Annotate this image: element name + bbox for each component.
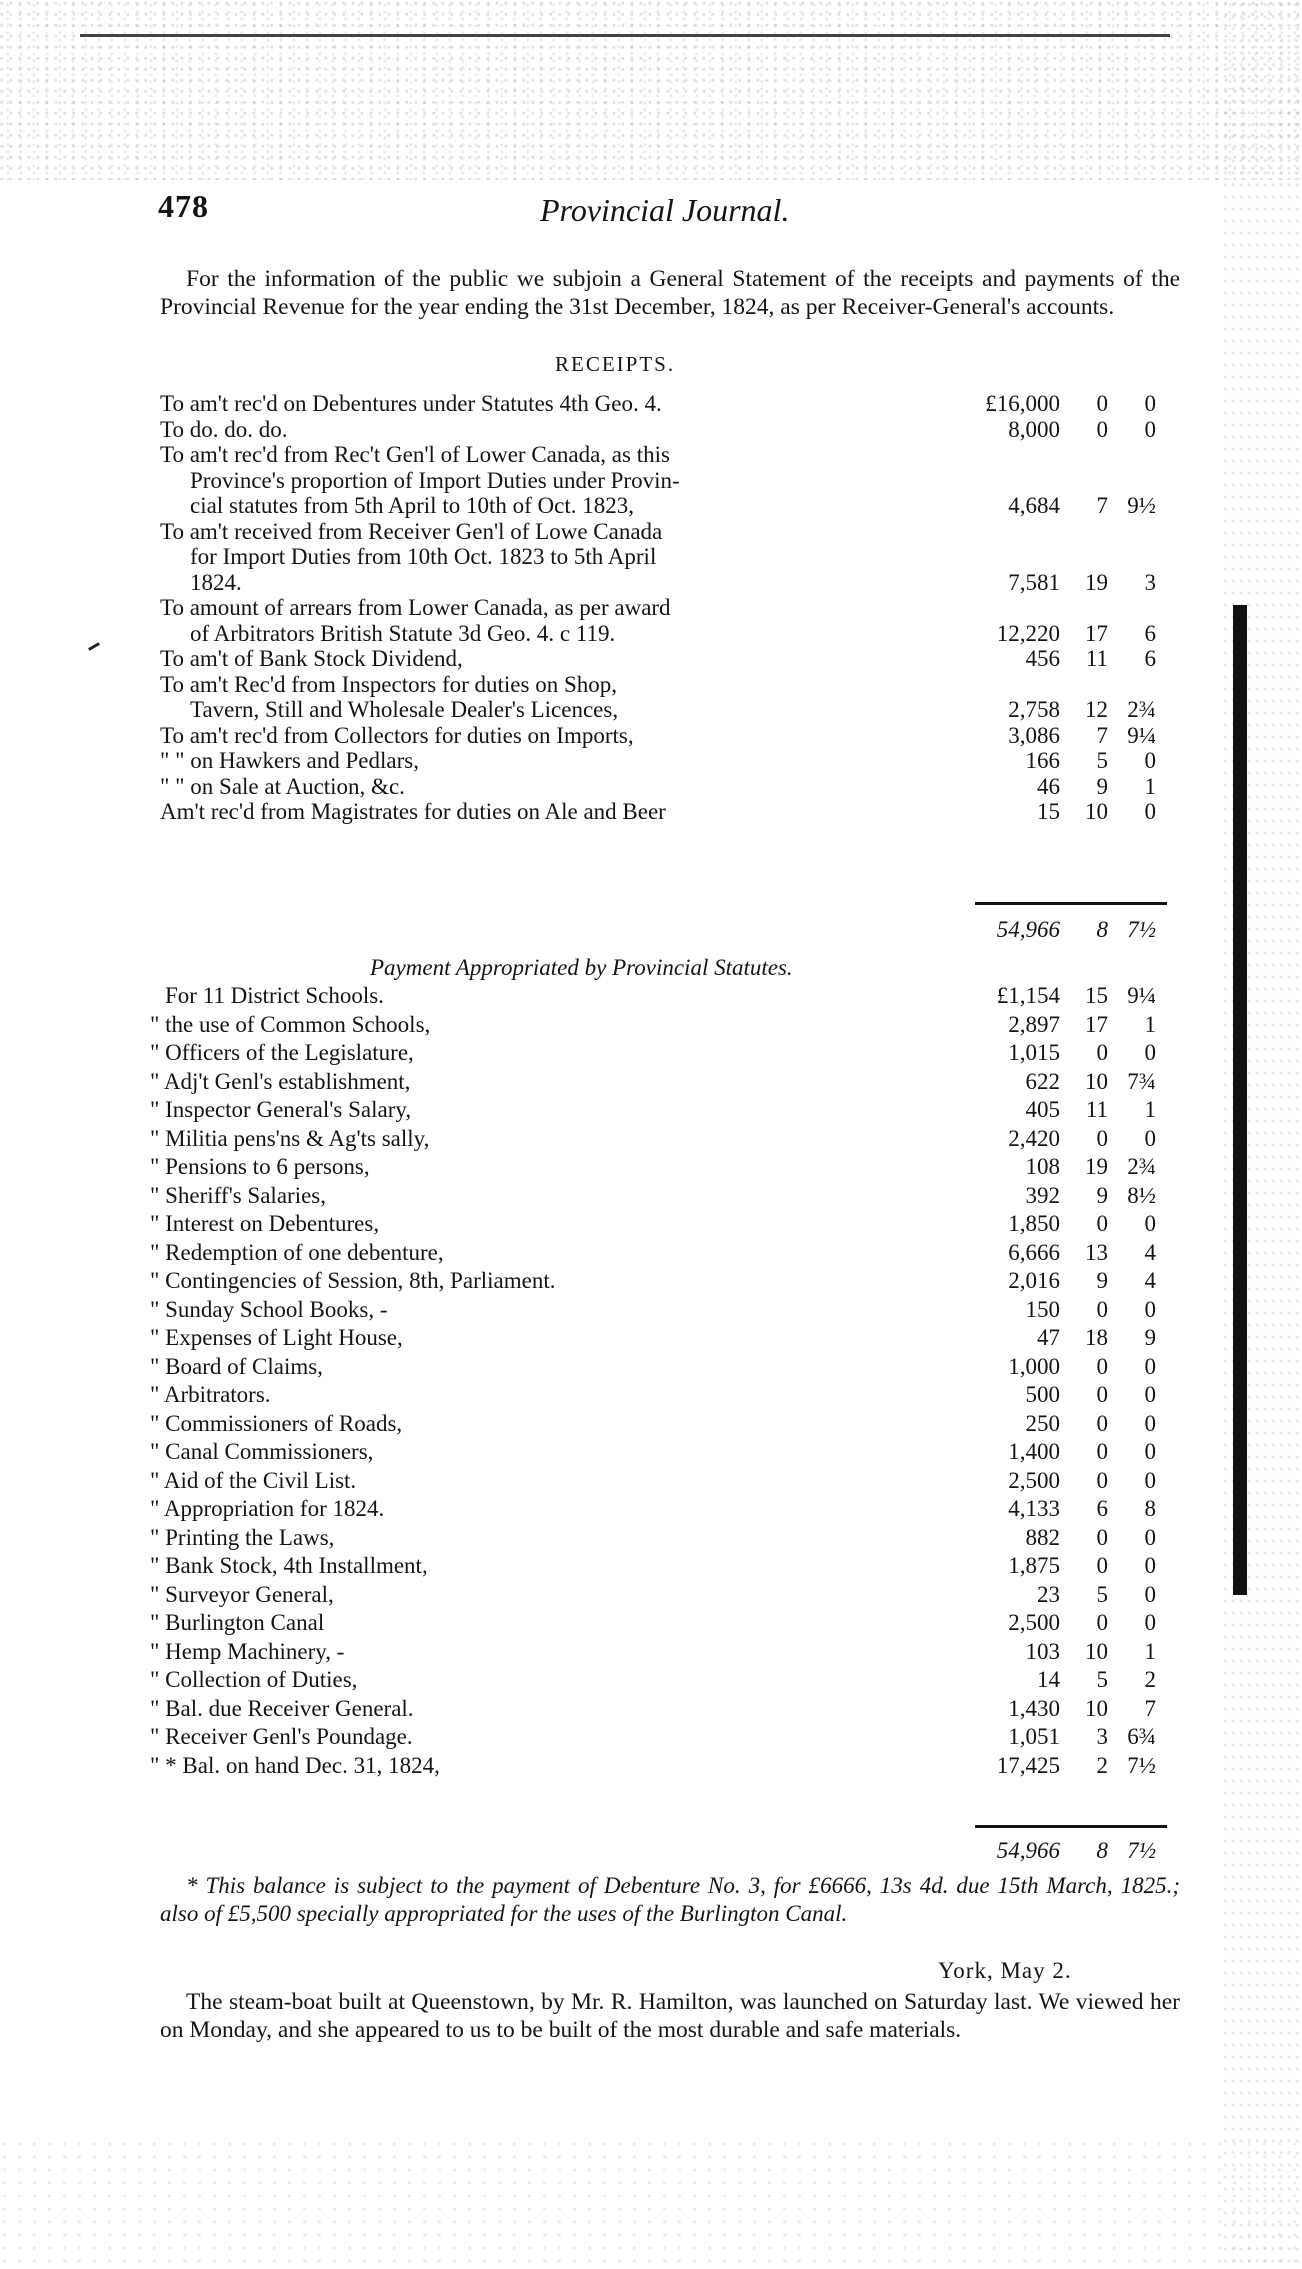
scan-noise-top <box>0 0 1302 180</box>
payment-description: " Adj't Genl's establishment, <box>150 1068 411 1094</box>
payment-pounds: 6,666 <box>1008 1239 1060 1265</box>
payment-line <box>0 1153 1302 1181</box>
payment-shillings: 0 <box>1096 1610 1108 1635</box>
receipt-shillings: 19 <box>1085 569 1108 595</box>
payment-line <box>0 1296 1302 1324</box>
payment-description: " Contingencies of Session, 8th, Parliament. <box>150 1268 556 1293</box>
payment-pounds: 4,133 <box>1008 1496 1060 1521</box>
payment-shillings: 0 <box>1096 1467 1108 1493</box>
payment-shillings: 0 <box>1096 1296 1108 1322</box>
receipt-pence: 9¼ <box>1127 722 1156 748</box>
payment-description: " Receiver Genl's Poundage. <box>150 1724 413 1749</box>
payment-pence: 0 <box>1144 1353 1156 1379</box>
payment-shillings: 17 <box>1085 1011 1108 1037</box>
payment-shillings: 0 <box>1096 1353 1108 1379</box>
receipt-pounds: 46 <box>1037 773 1060 799</box>
payment-pounds: 14 <box>1037 1667 1060 1692</box>
payment-pence: 7½ <box>1127 1752 1156 1778</box>
payment-line <box>0 1581 1302 1609</box>
receipt-pounds: 3,086 <box>1008 722 1060 748</box>
receipt-pence: 6 <box>1144 620 1156 646</box>
payment-pounds: 250 <box>1025 1410 1060 1436</box>
payment-pounds: 1,850 <box>1008 1211 1060 1236</box>
receipt-pounds: 2,758 <box>1008 697 1060 722</box>
payment-line <box>0 1011 1302 1039</box>
payment-line <box>0 1467 1302 1495</box>
payment-line <box>0 1438 1302 1466</box>
payment-pence: 0 <box>1144 1040 1156 1065</box>
receipt-line <box>0 492 1302 520</box>
footnote: * This balance is subject to the payment of Debenture No. 3, for £6666, 13s 4d. due 15th March, 1825.; also of £5,500 specially appropriated for the uses of the Burlington Canal. <box>160 1873 1180 1926</box>
payment-shillings: 6 <box>1096 1496 1108 1521</box>
news-paragraph: The steam-boat built at Queenstown, by Mr. R. Hamilton, was launched on Saturday last. We viewed her on Monday, and she appeared to us to be built of the most durable and safe materials. <box>160 1989 1180 2043</box>
payment-pence: 0 <box>1144 1467 1156 1493</box>
receipt-description: To am't of Bank Stock Dividend, <box>160 646 463 671</box>
payment-description: " Collection of Duties, <box>150 1667 358 1692</box>
scan-noise-bottom <box>0 2140 1302 2269</box>
receipt-pounds: 12,220 <box>996 620 1060 646</box>
payment-shillings: 18 <box>1085 1325 1108 1350</box>
receipt-shillings: 7 <box>1096 722 1108 748</box>
receipt-shillings: 17 <box>1085 620 1108 646</box>
payment-description: " Surveyor General, <box>150 1581 334 1607</box>
payment-pounds: 150 <box>1025 1296 1060 1322</box>
payment-pounds: 108 <box>1025 1154 1060 1179</box>
receipt-line <box>0 696 1302 724</box>
receipt-line <box>0 645 1302 673</box>
payment-pence: 4 <box>1144 1268 1156 1293</box>
payment-shillings: 0 <box>1096 1040 1108 1065</box>
receipt-line <box>0 671 1302 699</box>
payment-line <box>0 1267 1302 1295</box>
receipt-description: Province's proportion of Import Duties under Provin- <box>190 467 680 493</box>
receipt-pence: 0 <box>1144 748 1156 773</box>
receipts-total-rule <box>975 902 1167 905</box>
receipt-description: To am't rec'd from Rec't Gen'l of Lower Canada, as this <box>160 442 670 467</box>
payment-pounds: 1,015 <box>1008 1040 1060 1065</box>
payment-shillings: 9 <box>1096 1268 1108 1293</box>
payment-pounds: 1,000 <box>1008 1353 1060 1379</box>
payment-pounds: 405 <box>1025 1097 1060 1122</box>
payment-shillings: 0 <box>1096 1211 1108 1236</box>
receipt-description: To am't rec'd on Debentures under Statutes 4th Geo. 4. <box>160 391 662 416</box>
payment-description: " Bal. due Receiver General. <box>150 1695 414 1721</box>
receipt-description: To do. do. do. <box>160 416 288 442</box>
receipt-line <box>0 467 1302 495</box>
payment-description: " Officers of the Legislature, <box>150 1040 414 1065</box>
receipt-description: To am't received from Receiver Gen'l of Lowe Canada <box>160 518 663 544</box>
payment-shillings: 0 <box>1096 1439 1108 1464</box>
receipt-pence: 2¾ <box>1127 697 1156 722</box>
receipt-description: To am't Rec'd from Inspectors for duties on Shop, <box>160 671 618 697</box>
payment-pence: 7¾ <box>1127 1068 1156 1094</box>
payment-shillings: 5 <box>1096 1581 1108 1607</box>
receipt-line <box>0 594 1302 622</box>
receipt-description: " " on Sale at Auction, &c. <box>160 773 405 799</box>
receipts-heading: RECEIPTS. <box>555 352 676 376</box>
payment-shillings: 11 <box>1085 1097 1108 1122</box>
payment-pounds: 622 <box>1025 1068 1060 1094</box>
payment-line <box>0 1752 1302 1780</box>
receipt-pence: 1 <box>1144 773 1156 799</box>
payment-line <box>0 1524 1302 1552</box>
payment-line <box>0 1239 1302 1267</box>
payment-shillings: 10 <box>1085 1638 1108 1664</box>
payment-description: " Pensions to 6 persons, <box>150 1154 370 1179</box>
payment-shillings: 0 <box>1096 1524 1108 1550</box>
payment-shillings: 10 <box>1085 1068 1108 1094</box>
payment-pounds: 2,420 <box>1008 1125 1060 1151</box>
payment-pounds: 500 <box>1025 1382 1060 1407</box>
receipt-shillings: 11 <box>1085 646 1108 671</box>
payment-line <box>0 1723 1302 1751</box>
receipt-description: To am't rec'd from Collectors for duties on Imports, <box>160 722 634 748</box>
receipt-line <box>0 390 1302 418</box>
receipt-shillings: 10 <box>1085 799 1108 824</box>
payment-pence: 1 <box>1144 1638 1156 1664</box>
payment-pounds: 103 <box>1025 1638 1060 1664</box>
payment-line <box>0 1666 1302 1694</box>
total-pounds: 54,966 <box>996 917 1060 942</box>
payment-pence: 8 <box>1144 1496 1156 1521</box>
receipt-line <box>0 441 1302 469</box>
payment-description: " Redemption of one debenture, <box>150 1239 444 1265</box>
payment-pence: 6¾ <box>1127 1724 1156 1749</box>
payment-shillings: 2 <box>1096 1752 1108 1778</box>
payment-description: " Hemp Machinery, - <box>150 1638 345 1664</box>
payment-description: " Arbitrators. <box>150 1382 271 1407</box>
payment-pence: 9 <box>1144 1325 1156 1350</box>
payment-description: " Militia pens'ns & Ag'ts sally, <box>150 1125 430 1151</box>
payment-pence: 9¼ <box>1127 983 1156 1008</box>
payment-pounds: 2,897 <box>1008 1011 1060 1037</box>
payment-pence: 1 <box>1144 1011 1156 1037</box>
payment-description: " * Bal. on hand Dec. 31, 1824, <box>150 1752 440 1778</box>
payment-line <box>0 982 1302 1010</box>
header-rule <box>80 34 1170 37</box>
receipt-line <box>0 620 1302 648</box>
payment-shillings: 0 <box>1096 1410 1108 1436</box>
payment-description: " Expenses of Light House, <box>150 1325 403 1350</box>
receipt-pounds: 4,684 <box>1008 493 1060 518</box>
payment-shillings: 0 <box>1096 1125 1108 1151</box>
receipt-pounds: 8,000 <box>1008 416 1060 442</box>
payments-total-rule <box>975 1825 1167 1828</box>
receipt-pounds: 166 <box>1025 748 1060 773</box>
total-pence: 7½ <box>1127 1838 1156 1863</box>
receipt-description: Am't rec'd from Magistrates for duties on Ale and Beer <box>160 799 666 824</box>
payment-description: " Board of Claims, <box>150 1353 323 1379</box>
receipts-total-row <box>0 915 1302 945</box>
payment-description: " Inspector General's Salary, <box>150 1097 412 1122</box>
receipt-pence: 0 <box>1144 799 1156 824</box>
receipt-shillings: 7 <box>1096 493 1108 518</box>
payment-pounds: 2,500 <box>1008 1467 1060 1493</box>
payment-shillings: 0 <box>1096 1382 1108 1407</box>
payment-pounds: 1,400 <box>1008 1439 1060 1464</box>
payment-shillings: 5 <box>1096 1667 1108 1692</box>
payment-pence: 8½ <box>1127 1182 1156 1208</box>
receipt-shillings: 12 <box>1085 697 1108 722</box>
payments-heading: Payment Appropriated by Provincial Statutes. <box>370 955 793 980</box>
payment-line <box>0 1695 1302 1723</box>
total-shillings: 8 <box>1096 917 1108 942</box>
payment-pounds: 2,016 <box>1008 1268 1060 1293</box>
payment-pounds: 1,430 <box>1008 1695 1060 1721</box>
payment-line <box>0 1638 1302 1666</box>
receipt-shillings: 5 <box>1096 748 1108 773</box>
receipt-pounds: 456 <box>1025 646 1060 671</box>
receipt-description: 1824. <box>190 569 242 595</box>
payment-pence: 0 <box>1144 1610 1156 1635</box>
payment-description: " Canal Commissioners, <box>150 1439 374 1464</box>
receipt-description: cial statutes from 5th April to 10th of Oct. 1823, <box>190 493 634 518</box>
receipt-shillings: 0 <box>1096 416 1108 442</box>
page-number: 478 <box>158 188 209 224</box>
payment-pounds: 392 <box>1025 1182 1060 1208</box>
payment-pence: 0 <box>1144 1524 1156 1550</box>
payment-description: " Appropriation for 1824. <box>150 1496 385 1521</box>
payment-pounds: 2,500 <box>1008 1610 1060 1635</box>
payment-pence: 0 <box>1144 1125 1156 1151</box>
payment-shillings: 13 <box>1085 1239 1108 1265</box>
payment-shillings: 3 <box>1096 1724 1108 1749</box>
payment-pence: 0 <box>1144 1211 1156 1236</box>
intro-paragraph: For the information of the public we subjoin a General Statement of the receipts and payments of the Provincial Revenue for the year ending the 31st December, 1824, as per Receiver-General's accounts. <box>160 266 1180 320</box>
payment-pounds: 17,425 <box>996 1752 1060 1778</box>
payment-pounds: £1,154 <box>996 983 1060 1008</box>
payment-description: " the use of Common Schools, <box>150 1011 431 1037</box>
payment-line <box>0 1324 1302 1352</box>
payment-description: " Commissioners of Roads, <box>150 1410 403 1436</box>
payment-pounds: 882 <box>1025 1524 1060 1550</box>
receipt-description: " " on Hawkers and Pedlars, <box>160 748 419 773</box>
receipt-pounds: £16,000 <box>985 391 1060 416</box>
payment-line <box>0 1353 1302 1381</box>
payment-line <box>0 1125 1302 1153</box>
payment-shillings: 19 <box>1085 1154 1108 1179</box>
payment-line <box>0 1096 1302 1124</box>
payment-pence: 1 <box>1144 1097 1156 1122</box>
payment-line <box>0 1552 1302 1580</box>
payment-pence: 0 <box>1144 1581 1156 1607</box>
payment-pence: 0 <box>1144 1382 1156 1407</box>
payment-pence: 0 <box>1144 1553 1156 1578</box>
total-pence: 7½ <box>1127 917 1156 942</box>
payment-pounds: 1,875 <box>1008 1553 1060 1578</box>
payment-line <box>0 1410 1302 1438</box>
receipt-pence: 0 <box>1144 416 1156 442</box>
receipt-pounds: 15 <box>1037 799 1060 824</box>
payments-total-row <box>0 1836 1302 1866</box>
payment-line <box>0 1039 1302 1067</box>
payment-line <box>0 1210 1302 1238</box>
payment-description: " Aid of the Civil List. <box>150 1467 357 1493</box>
payment-pence: 0 <box>1144 1410 1156 1436</box>
payment-pounds: 23 <box>1037 1581 1060 1607</box>
payment-description: For 11 District Schools. <box>165 983 384 1008</box>
total-pounds: 54,966 <box>996 1838 1060 1863</box>
payment-pence: 2¾ <box>1127 1154 1156 1179</box>
receipt-shillings: 9 <box>1096 773 1108 799</box>
receipt-shillings: 0 <box>1096 391 1108 416</box>
payment-description: " Burlington Canal <box>150 1610 325 1635</box>
receipt-description: of Arbitrators British Statute 3d Geo. 4. c 119. <box>190 620 616 646</box>
receipt-pence: 9½ <box>1127 493 1156 518</box>
receipt-pounds: 7,581 <box>1008 569 1060 595</box>
payment-shillings: 15 <box>1085 983 1108 1008</box>
payment-pounds: 1,051 <box>1008 1724 1060 1749</box>
receipt-description: To amount of arrears from Lower Canada, as per award <box>160 595 671 620</box>
payment-line <box>0 1609 1302 1637</box>
payment-pence: 7 <box>1144 1695 1156 1721</box>
payment-description: " Bank Stock, 4th Installment, <box>150 1553 428 1578</box>
payment-pence: 0 <box>1144 1296 1156 1322</box>
receipt-line <box>0 518 1302 546</box>
payment-pence: 4 <box>1144 1239 1156 1265</box>
payment-line <box>0 1182 1302 1210</box>
receipt-pence: 0 <box>1144 391 1156 416</box>
payment-description: " Sunday School Books, - <box>150 1296 388 1322</box>
payment-shillings: 9 <box>1096 1182 1108 1208</box>
total-shillings: 8 <box>1096 1838 1108 1863</box>
payment-line <box>0 1381 1302 1409</box>
payment-pence: 0 <box>1144 1439 1156 1464</box>
receipt-line <box>0 773 1302 801</box>
receipt-line <box>0 798 1302 826</box>
receipt-description: for Import Duties from 10th Oct. 1823 to 5th April <box>190 544 657 569</box>
receipt-line <box>0 543 1302 571</box>
receipt-line <box>0 569 1302 597</box>
payment-line <box>0 1068 1302 1096</box>
payment-description: " Printing the Laws, <box>150 1524 335 1550</box>
receipt-description: Tavern, Still and Wholesale Dealer's Licences, <box>190 697 619 722</box>
payment-pounds: 47 <box>1037 1325 1060 1350</box>
receipt-pence: 6 <box>1144 646 1156 671</box>
running-title: Provincial Journal. <box>540 192 790 228</box>
receipt-line <box>0 416 1302 444</box>
dateline: York, May 2. <box>938 1958 1072 1983</box>
receipt-pence: 3 <box>1144 569 1156 595</box>
receipt-line <box>0 747 1302 775</box>
payment-shillings: 10 <box>1085 1695 1108 1721</box>
payment-line <box>0 1495 1302 1523</box>
payment-description: " Sheriff's Salaries, <box>150 1182 326 1208</box>
payment-description: " Interest on Debentures, <box>150 1211 380 1236</box>
payment-shillings: 0 <box>1096 1553 1108 1578</box>
receipt-line <box>0 722 1302 750</box>
payment-pence: 2 <box>1144 1667 1156 1692</box>
